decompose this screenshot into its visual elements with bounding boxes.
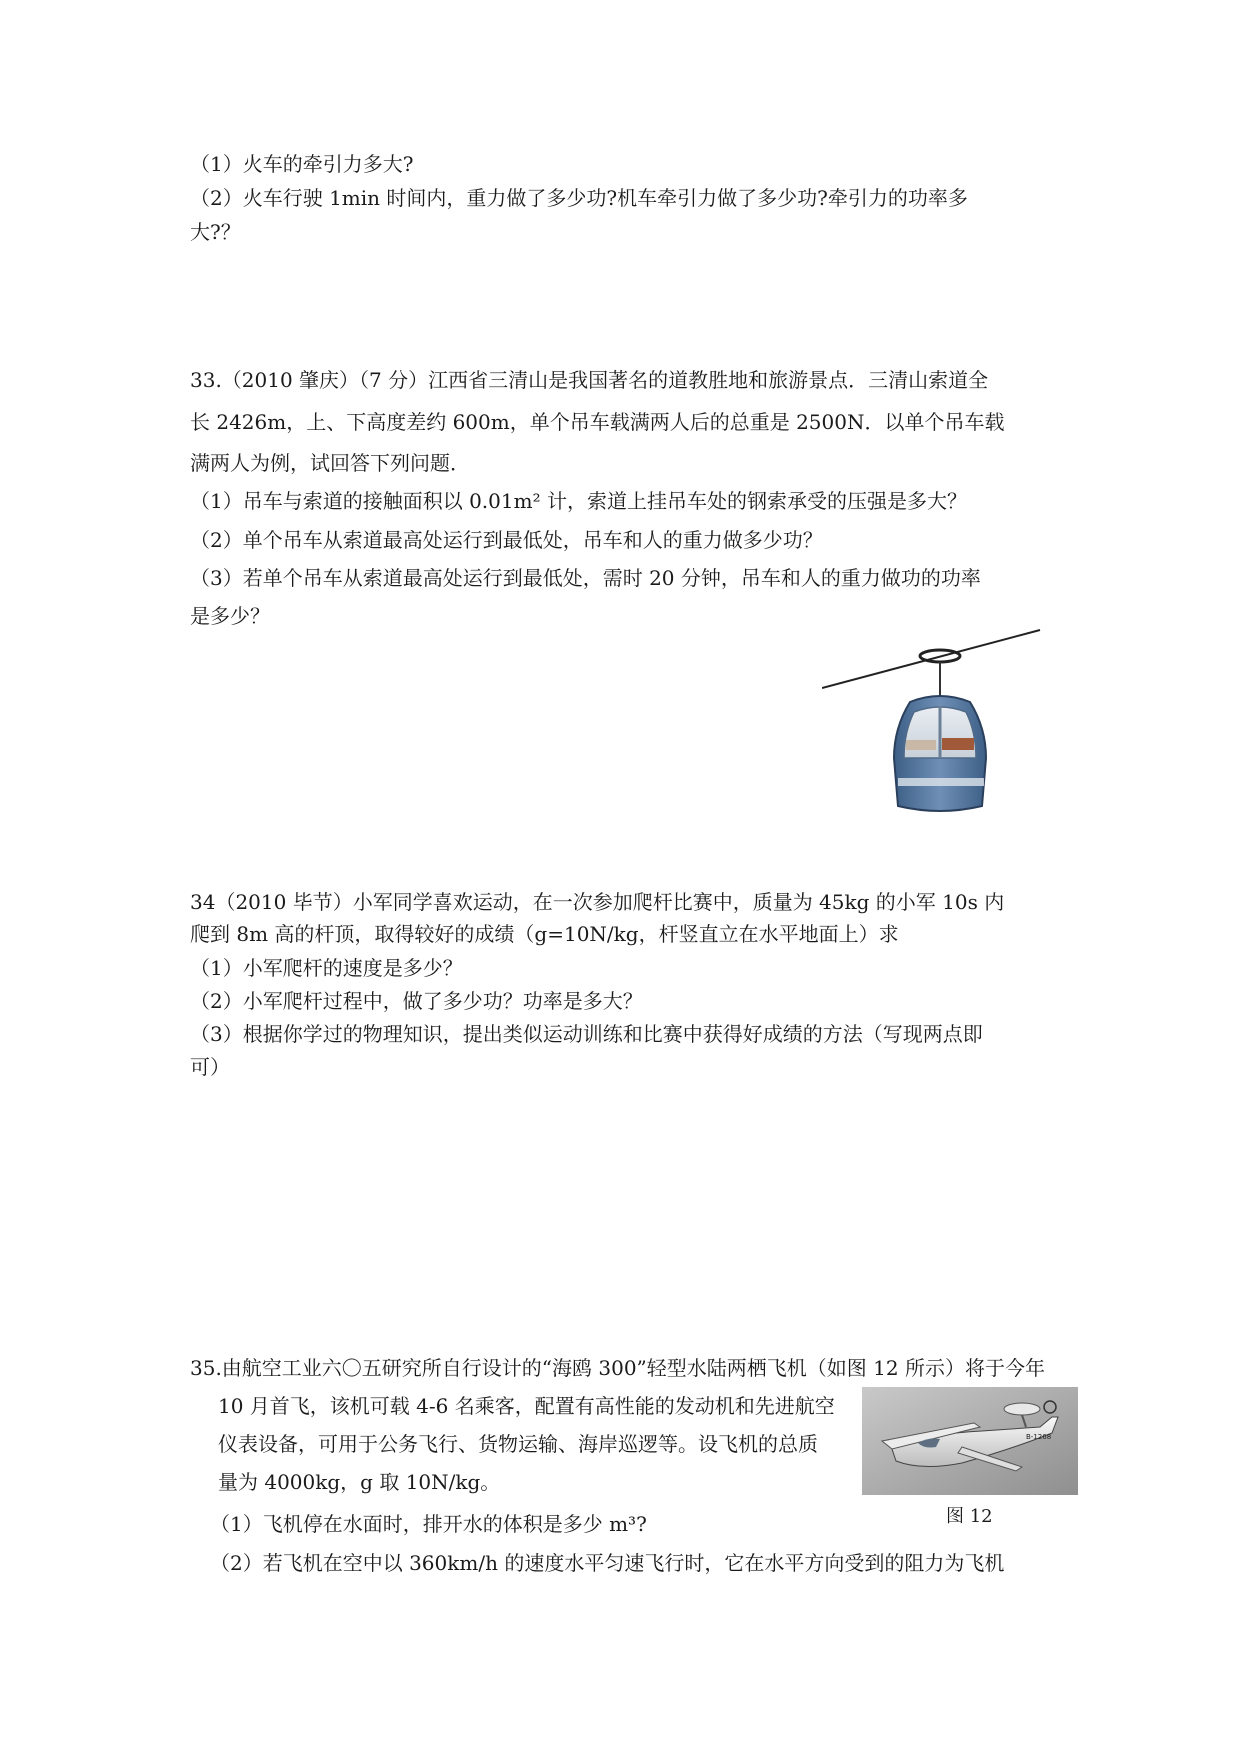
prev-question-1: （1）火车的牵引力多大? (190, 152, 414, 176)
q33-line-2: 长 2426m，上、下高度差约 600m，单个吊车载满两人后的总重是 2500N．以单个吊车载 (190, 410, 1005, 434)
q35-line-1: 35.由航空工业六〇五研究所自行设计的“海鸥 300”轻型水陆两栖飞机（如图 12 所示）将于今年 (190, 1356, 1045, 1380)
q33-line-1: 33.（2010 肇庆）（7 分）江西省三清山是我国著名的道教胜地和旅游景点．三清山索道全 (190, 368, 989, 392)
prev-question-2: （2）火车行驶 1min 时间内，重力做了多少功?机车牵引力做了多少功?牵引力的功率多 (190, 186, 968, 210)
plane-registration-text: B-1268 (1026, 1433, 1052, 1441)
q34-sub-2: （2）小军爬杆过程中，做了多少功？功率是多大？ (190, 989, 643, 1013)
q35-sub-2: （2）若飞机在空中以 360km/h 的速度水平匀速飞行时，它在水平方向受到的阻力为飞机 (210, 1551, 1005, 1575)
q34-line-2: 爬到 8m 高的杆顶，取得较好的成绩（g=10N/kg，杆竖直立在水平地面上）求 (190, 922, 899, 946)
q34-sub-1: （1）小军爬杆的速度是多少？ (190, 956, 463, 980)
figure-12-caption: 图 12 (946, 1506, 993, 1527)
q33-sub-2: （2）单个吊车从索道最高处运行到最低处，吊车和人的重力做多少功？ (190, 528, 823, 552)
q33-line-3: 满两人为例，试回答下列问题． (190, 451, 470, 475)
q34-sub-3-cont: 可） (190, 1055, 230, 1079)
q33-sub-1: （1）吊车与索道的接触面积以 0.01m² 计，索道上挂吊车处的钢索承受的压强是多大？ (190, 489, 967, 513)
q34-line-1: 34（2010 毕节）小军同学喜欢运动，在一次参加爬杆比赛中，质量为 45kg 的小军 10s 内 (190, 890, 1005, 914)
cable-car-illustration (822, 628, 1042, 818)
q35-sub-1: （1）飞机停在水面时，排开水的体积是多少 m³? (210, 1512, 647, 1536)
amphibious-plane-figure (862, 1387, 1078, 1495)
q33-sub-3: （3）若单个吊车从索道最高处运行到最低处，需时 20 分钟，吊车和人的重力做功的功率 (190, 566, 981, 590)
q35-line-4: 量为 4000kg，g 取 10N/kg。 (218, 1470, 501, 1494)
q35-line-3: 仪表设备，可用于公务飞行、货物运输、海岸巡逻等。设飞机的总质 (218, 1432, 818, 1456)
q34-sub-3: （3）根据你学过的物理知识，提出类似运动训练和比赛中获得好成绩的方法（写现两点即 (190, 1022, 983, 1046)
q35-line-2: 10 月首飞，该机可载 4-6 名乘客，配置有高性能的发动机和先进航空 (218, 1394, 835, 1418)
q33-sub-3-cont: 是多少？ (190, 604, 270, 628)
prev-question-2-cont: 大?？ (190, 220, 241, 244)
